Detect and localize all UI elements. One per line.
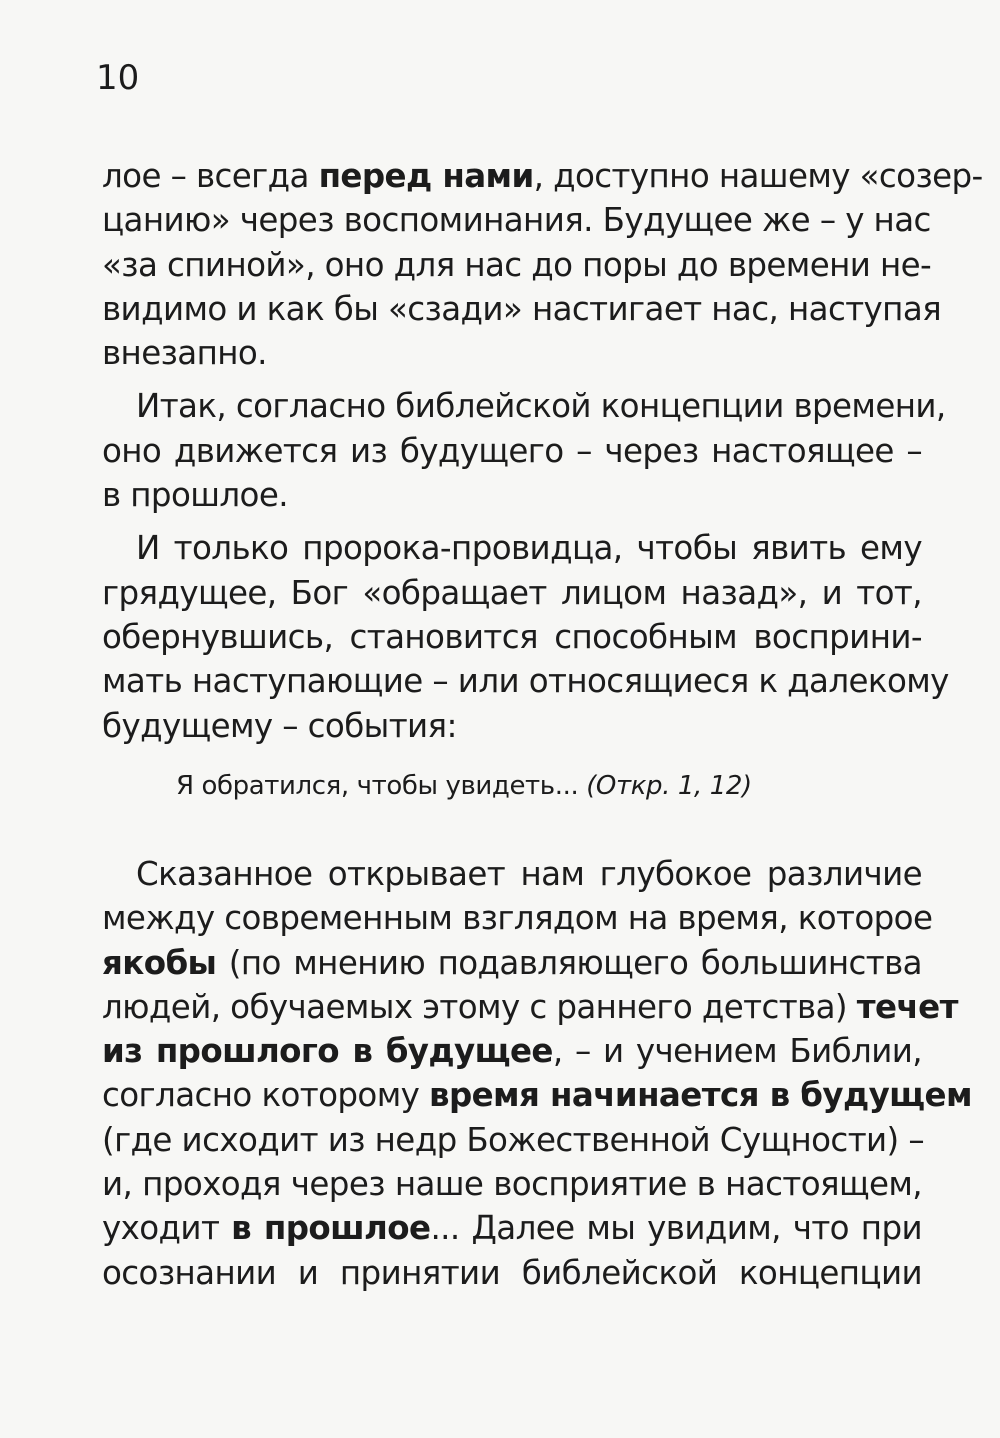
text-block-top <box>102 154 983 748</box>
text-line: мать наступающие – или относящиеся к далекому <box>102 662 949 701</box>
text-line: согласно которому время начинается в будущем <box>102 1076 972 1115</box>
text-line: в прошлое. <box>102 476 288 515</box>
text-line: внезапно. <box>102 334 267 373</box>
text-line: и, проходя через наше восприятие в настоящем, <box>102 1165 922 1204</box>
emphasis: из прошлого в будущее <box>102 1032 553 1071</box>
paragraph-first-line: Сказанное открывает нам глубокое различие <box>136 855 922 893</box>
text-line: «за спиной», оно для нас до поры до времени не- <box>102 245 932 284</box>
text-line: уходит в прошлое... Далее мы увидим, что при <box>102 1209 922 1248</box>
text-line: между современным взглядом на время, которое <box>102 899 933 938</box>
text-line: видимо и как бы «сзади» настигает нас, наступая <box>102 289 942 328</box>
emphasis: течет <box>856 987 958 1026</box>
text-line: (где исходит из недр Божественной Сущности) – <box>102 1120 925 1159</box>
text-line: обернувшись, становится способным восприни- <box>102 617 922 656</box>
emphasis: якобы <box>102 943 217 982</box>
quote-text: Я обратился, чтобы увидеть... <box>176 771 587 801</box>
text-block-bottom <box>102 852 972 1295</box>
text-line: людей, обучаемых этому с раннего детства) течет <box>102 987 958 1026</box>
text-line: грядущее, Бог «обращает лицом назад», и тот, <box>102 573 922 612</box>
text-line: осознании и принятии библейской концепции <box>102 1253 922 1292</box>
text-line: из прошлого в будущее, – и учением Библии, <box>102 1032 922 1071</box>
page-number: 10 <box>96 58 140 98</box>
scripture-quote <box>176 766 752 806</box>
text-line: оно движется из будущего – через настоящее – <box>102 431 922 470</box>
quote-reference: (Откр. 1, 12) <box>586 771 752 801</box>
emphasis: в прошлое <box>231 1209 431 1248</box>
emphasis: время начинается в будущем <box>428 1076 972 1115</box>
text-line: лое – всегда перед нами, доступно нашему «созер- <box>102 157 983 195</box>
paragraph-first-line: И только пророка-провидца, чтобы явить ему <box>136 529 922 568</box>
text-line: якобы (по мнению подавляющего большинства <box>102 943 922 982</box>
text-line: будущему – события: <box>102 706 457 745</box>
emphasis: перед нами <box>318 157 534 195</box>
paragraph-first-line: Итак, согласно библейской концепции времени, <box>136 387 946 426</box>
text-line: цанию» через воспоминания. Будущее же – у нас <box>102 201 931 240</box>
